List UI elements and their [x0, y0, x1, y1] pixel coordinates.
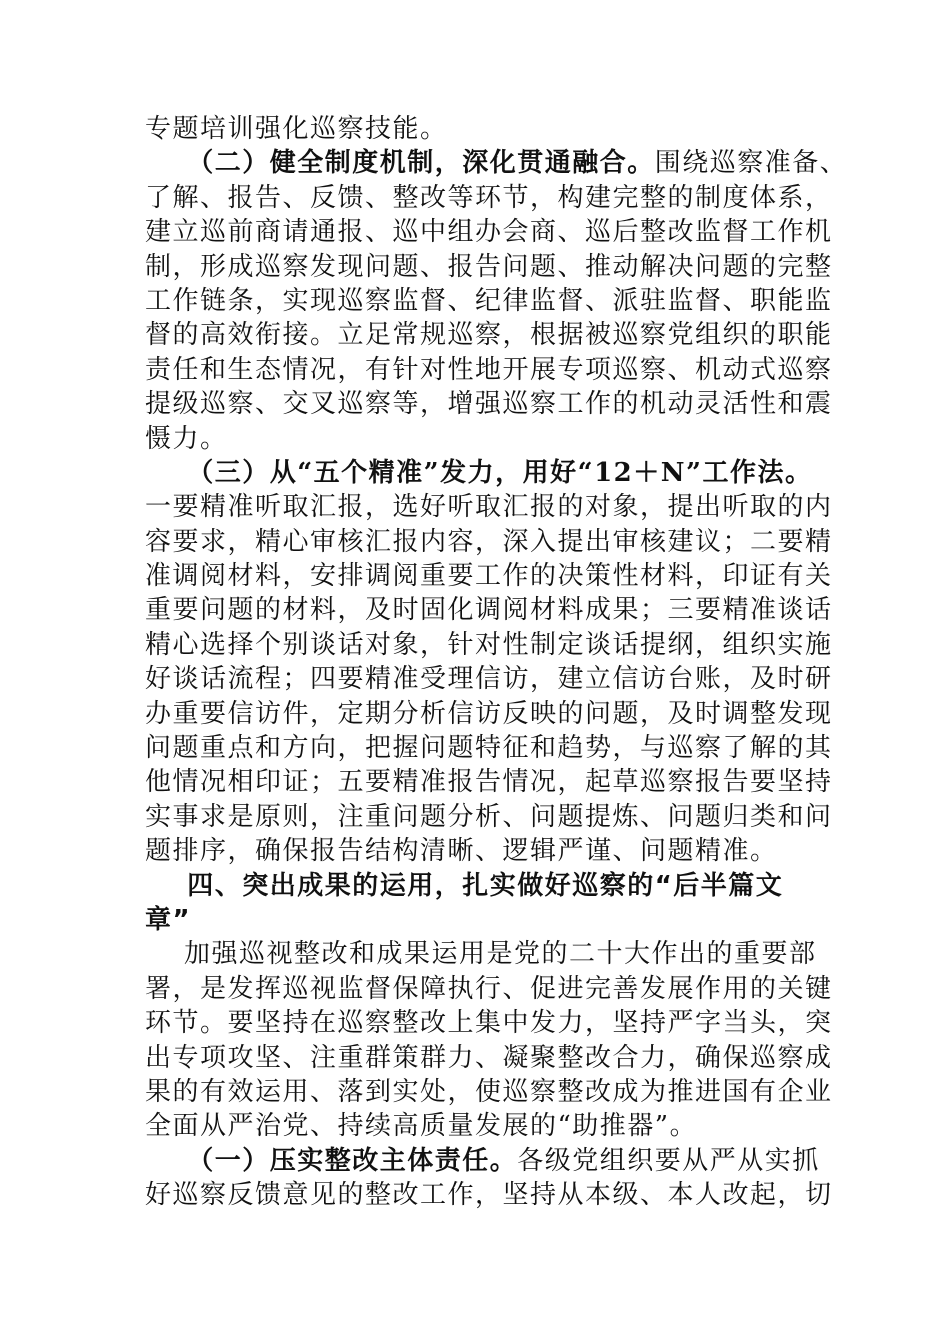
body-line: 出专项攻坚、注重群策群力、凝聚整改合力，确保巡察成 — [145, 1042, 833, 1073]
body-line: 提级巡察、交叉巡察等，增强巡察工作的机动灵活性和震 — [145, 389, 833, 420]
body-line: 容要求，精心审核汇报内容，深入提出审核建议；二要精 — [145, 526, 833, 557]
section-heading-four: 四、突出成果的运用，扎实做好巡察的“后半篇文 — [145, 870, 784, 901]
subheading-three: （三）从“五个精准”发力，用好“12＋N”工作法。 — [145, 457, 813, 488]
body-line: 了解、报告、反馈、整改等环节，构建完整的制度体系， — [145, 182, 833, 213]
body-line: 好巡察反馈意见的整改工作，坚持从本级、本人改起，切 — [145, 1180, 833, 1211]
body-line: 专题培训强化巡察技能。 — [145, 114, 448, 144]
body-line: 好谈话流程；四要精准受理信访，建立信访台账，及时研 — [145, 664, 833, 695]
body-line: 一要精准听取汇报，选好听取汇报的对象，提出听取的内 — [145, 492, 833, 523]
body-line: 慑力。 — [145, 423, 228, 454]
body-line: 准调阅材料，安排调阅重要工作的决策性材料，印证有关 — [145, 561, 833, 592]
body-line: 责任和生态情况，有针对性地开展专项巡察、机动式巡察 — [145, 354, 833, 385]
body-line: 他情况相印证；五要精准报告情况，起草巡察报告要坚持 — [145, 767, 833, 798]
subheading-one: （一）压实整改主体责任。 — [145, 1145, 518, 1176]
subheading-two: （二）健全制度机制，深化贯通融合。 — [145, 148, 655, 179]
body-line: 督的高效衔接。立足常规巡察，根据被巡察党组织的职能 — [145, 320, 833, 351]
body-line: 问题重点和方向，把握问题特征和趋势，与巡察了解的其 — [145, 733, 833, 764]
body-line: 加强巡视整改和成果运用是党的二十大作出的重要部 — [145, 939, 817, 970]
body-line: 署，是发挥巡视监督保障执行、促进完善发展作用的关键 — [145, 973, 833, 1004]
subheading-line — [145, 1144, 820, 1178]
body-line: 精心选择个别谈话对象，针对性制定谈话提纲，组织实施 — [145, 629, 833, 660]
body-line: 果的有效运用、落到实处，使巡察整改成为推进国有企业 — [145, 1076, 833, 1107]
body-text: 围绕巡察准备、 — [654, 148, 848, 179]
body-line: 题排序，确保报告结构清晰、逻辑严谨、问题精准。 — [145, 836, 778, 867]
section-heading-four-cont: 章” — [145, 904, 192, 935]
body-line: 建立巡前商请通报、巡中组办会商、巡后整改监督工作机 — [145, 217, 833, 248]
body-line: 办重要信访件，定期分析信访反映的问题，及时调整发现 — [145, 698, 833, 729]
body-line: 重要问题的材料，及时固化调阅材料成果；三要精准谈话 — [145, 595, 833, 626]
body-text: 各级党组织要从严从实抓 — [517, 1145, 820, 1176]
document-body — [145, 112, 848, 1213]
body-line: 制，形成巡察发现问题、报告问题、推动解决问题的完整 — [145, 251, 833, 282]
body-line: 环节。要坚持在巡察整改上集中发力，坚持严字当头，突 — [145, 1008, 833, 1039]
body-line: 全面从严治党、持续高质量发展的“助推器”。 — [145, 1111, 698, 1142]
subheading-line — [145, 146, 848, 180]
body-line: 实事求是原则，注重问题分析、问题提炼、问题归类和问 — [145, 801, 833, 832]
body-line: 工作链条，实现巡察监督、纪律监督、派驻监督、职能监 — [145, 285, 833, 316]
